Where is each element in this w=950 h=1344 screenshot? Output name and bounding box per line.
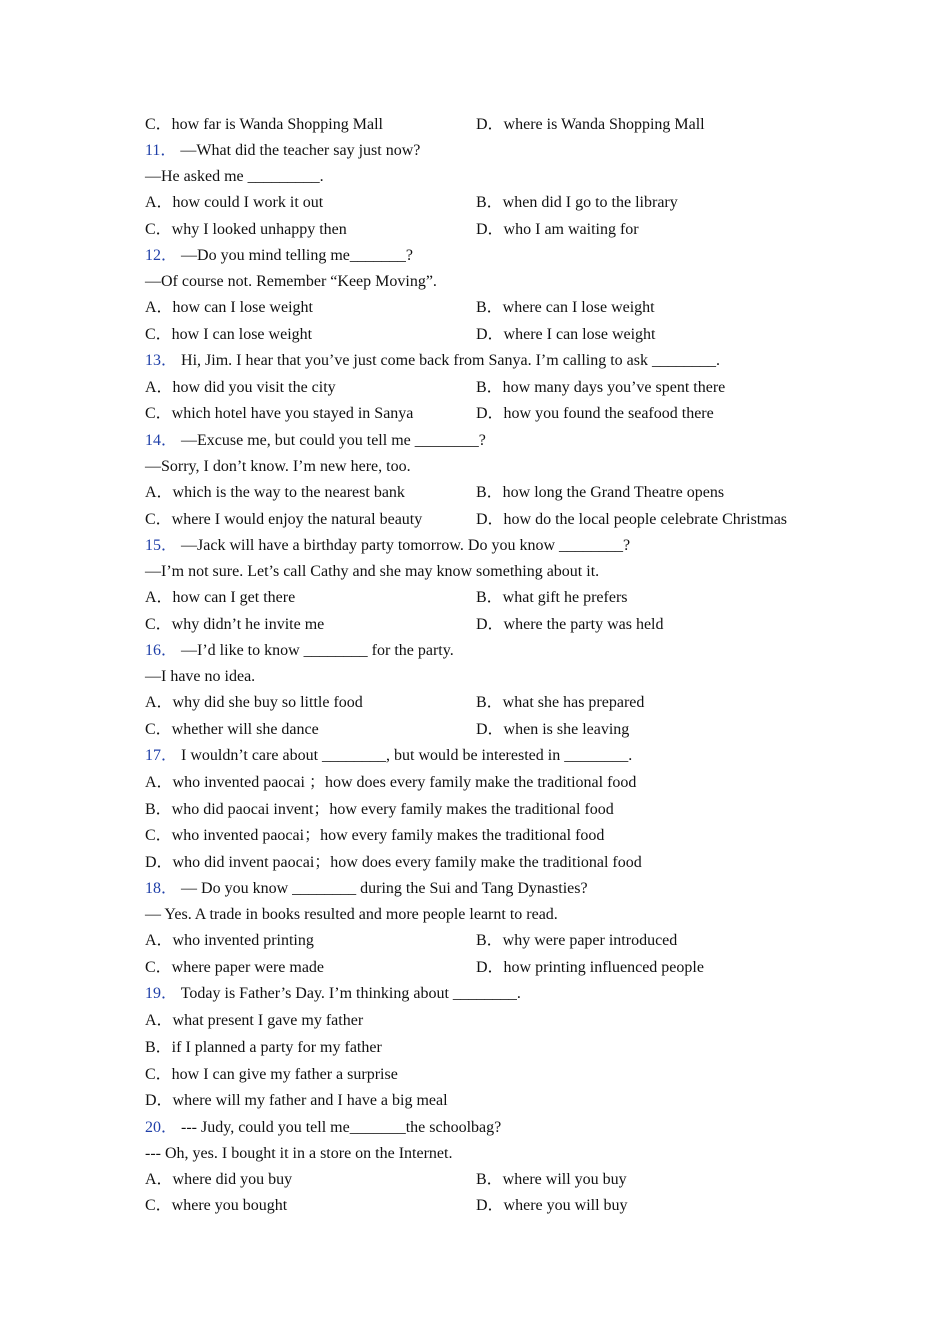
q20-option-d: D．where you will buy — [476, 1197, 628, 1214]
q20-stem-text: --- Judy, could you tell me_______the schoolbag? — [181, 1119, 502, 1136]
q10-option-d: D．where is Wanda Shopping Mall — [476, 116, 705, 133]
q12-reply: —Of course not. Remember “Keep Moving”. — [145, 273, 437, 290]
q12-option-d: D．where I can lose weight — [476, 326, 656, 343]
q14-option-c: C．where I would enjoy the natural beauty — [145, 511, 423, 528]
q12-option-b: B．where can I lose weight — [476, 299, 655, 316]
q20-option-c: C．where you bought — [145, 1197, 288, 1214]
q14-reply: —Sorry, I don’t know. I’m new here, too. — [145, 458, 411, 475]
q12-stem — [145, 246, 413, 266]
q16-option-c: C．whether will she dance — [145, 721, 319, 738]
q11-stem — [145, 141, 420, 161]
q20-number: 20． — [145, 1119, 178, 1136]
q15-option-c: C．why didn’t he invite me — [145, 616, 325, 633]
q20-stem — [145, 1118, 501, 1138]
q16-option-a: A．why did she buy so little food — [145, 694, 363, 711]
q14-option-d: D．how do the local people celebrate Christmas — [476, 511, 788, 528]
q15-stem-text: —Jack will have a birthday party tomorrow. Do you know ________? — [181, 537, 631, 554]
q19-number: 19． — [145, 985, 178, 1002]
q19-option-c: C．how I can give my father a surprise — [145, 1066, 398, 1083]
q18-option-d: D．how printing influenced people — [476, 959, 704, 976]
q15-number: 15． — [145, 537, 178, 554]
q14-number: 14． — [145, 432, 178, 449]
q16-stem — [145, 641, 454, 661]
q17-option-c: C．who invented paocai；how every family makes the traditional food — [145, 827, 605, 844]
q18-option-a: A．who invented printing — [145, 932, 314, 949]
q11-number: 11． — [145, 142, 177, 159]
q12-option-c: C．how I can lose weight — [145, 326, 313, 343]
q18-number: 18． — [145, 880, 178, 897]
q16-option-d: D．when is she leaving — [476, 721, 630, 738]
q14-option-b: B．how long the Grand Theatre opens — [476, 484, 725, 501]
q17-stem — [145, 746, 632, 766]
q14-stem — [145, 431, 486, 451]
q11-reply: —He asked me _________. — [145, 168, 324, 185]
q10-option-c: C．how far is Wanda Shopping Mall — [145, 116, 383, 133]
q14-stem-text: —Excuse me, but could you tell me ________? — [181, 432, 486, 449]
q16-number: 16． — [145, 642, 178, 659]
q13-option-d: D．how you found the seafood there — [476, 405, 714, 422]
q19-stem-text: Today is Father’s Day. I’m thinking about ________. — [180, 985, 521, 1002]
q13-stem — [145, 351, 720, 371]
q18-stem — [145, 879, 588, 899]
q15-reply: —I’m not sure. Let’s call Cathy and she may know something about it. — [145, 563, 600, 580]
q19-option-b: B．if I planned a party for my father — [145, 1039, 382, 1056]
q11-option-b: B．when did I go to the library — [476, 194, 678, 211]
q12-option-a: A．how can I lose weight — [145, 299, 313, 316]
q20-option-b: B．where will you buy — [476, 1171, 627, 1188]
q18-stem-text: — Do you know ________ during the Sui and Tang Dynasties? — [181, 880, 588, 897]
q13-option-c: C．which hotel have you stayed in Sanya — [145, 405, 414, 422]
q15-option-b: B．what gift he prefers — [476, 589, 628, 606]
q18-reply: — Yes. A trade in books resulted and more people learnt to read. — [145, 906, 558, 923]
q17-number: 17． — [145, 747, 178, 764]
q11-stem-text: —What did the teacher say just now? — [180, 142, 421, 159]
q17-option-b: B．who did paocai invent；how every family makes the traditional food — [145, 801, 614, 818]
q17-option-a: A．who invented paocai ；how does every family make the traditional food — [145, 774, 637, 791]
q16-option-b: B．what she has prepared — [476, 694, 645, 711]
q18-option-c: C．where paper were made — [145, 959, 325, 976]
q11-option-c: C．why I looked unhappy then — [145, 221, 347, 238]
q13-number: 13． — [145, 352, 178, 369]
q11-option-d: D．who I am waiting for — [476, 221, 639, 238]
q18-option-b: B．why were paper introduced — [476, 932, 678, 949]
q15-option-a: A．how can I get there — [145, 589, 296, 606]
q16-reply: —I have no idea. — [145, 668, 256, 685]
q15-option-d: D．where the party was held — [476, 616, 664, 633]
q17-stem-text: I wouldn’t care about ________, but would be interested in ________. — [181, 747, 633, 764]
q13-option-a: A．how did you visit the city — [145, 379, 336, 396]
q19-stem — [145, 984, 521, 1004]
q19-option-d: D．where will my father and I have a big meal — [145, 1092, 448, 1109]
q13-option-b: B．how many days you’ve spent there — [476, 379, 726, 396]
q13-stem-text: Hi, Jim. I hear that you’ve just come back from Sanya. I’m calling to ask ________. — [181, 352, 720, 369]
q19-option-a: A．what present I gave my father — [145, 1012, 364, 1029]
q20-reply: --- Oh, yes. I bought it in a store on the Internet. — [145, 1145, 453, 1162]
q20-option-a: A．where did you buy — [145, 1171, 293, 1188]
q16-stem-text: —I’d like to know ________ for the party. — [181, 642, 454, 659]
q11-option-a: A．how could I work it out — [145, 194, 324, 211]
q17-option-d: D．who did invent paocai；how does every family make the traditional food — [145, 854, 642, 871]
q15-stem — [145, 536, 630, 556]
q14-option-a: A．which is the way to the nearest bank — [145, 484, 405, 501]
q12-stem-text: —Do you mind telling me_______? — [181, 247, 413, 264]
q12-number: 12． — [145, 247, 178, 264]
